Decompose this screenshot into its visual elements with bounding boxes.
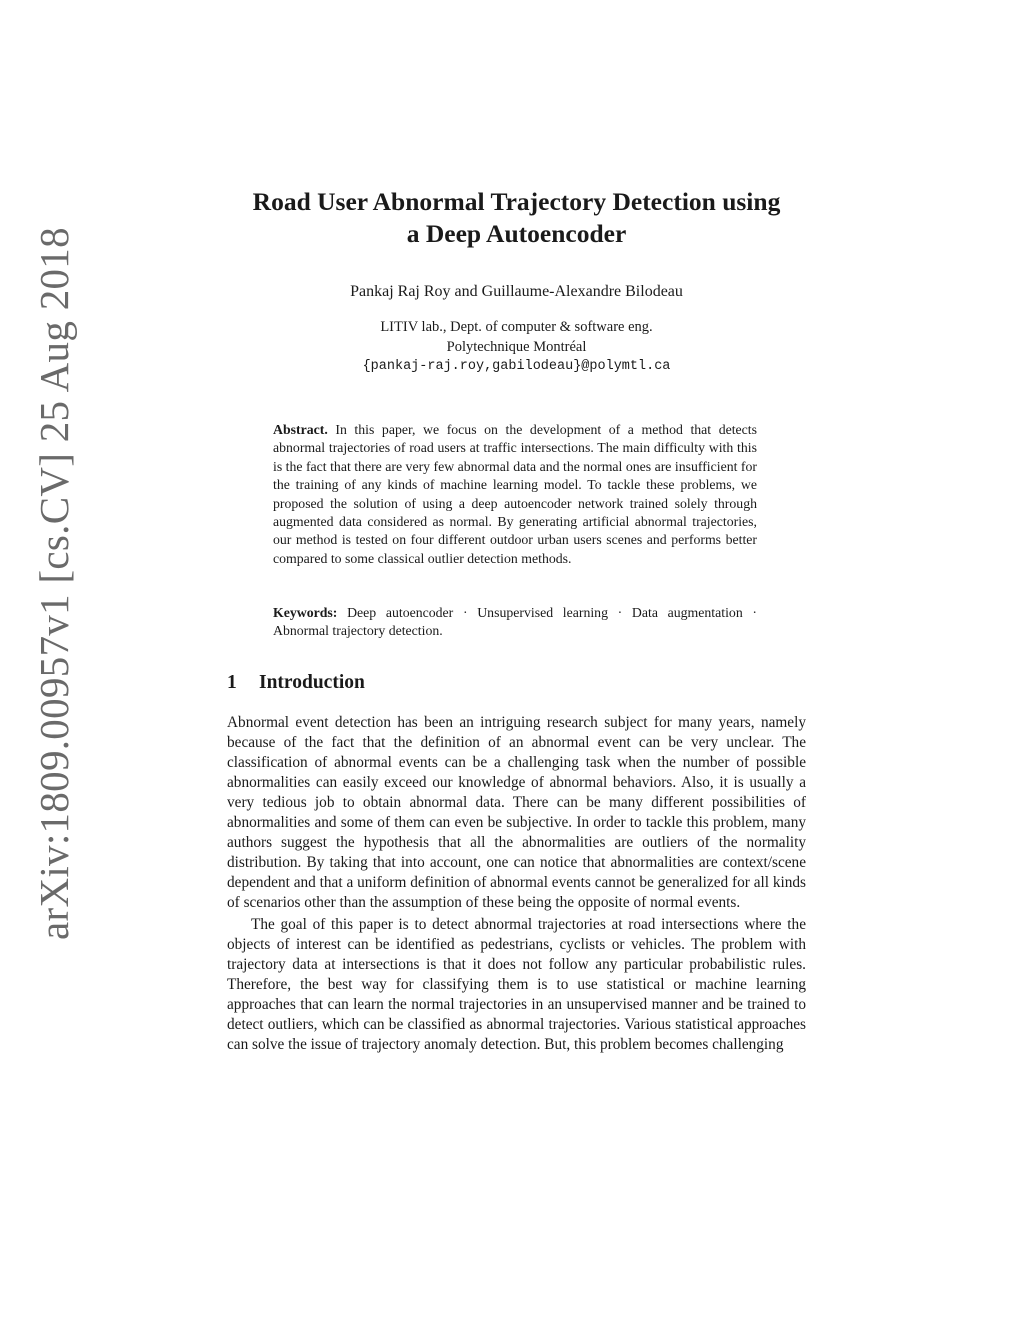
paper-title xyxy=(227,186,806,250)
affiliation-line-2: Polytechnique Montréal xyxy=(446,339,587,355)
authors: Pankaj Raj Roy and Guillaume-Alexandre Bilodeau xyxy=(350,283,683,300)
affiliation-line-1: LITIV lab., Dept. of computer & software eng. xyxy=(380,319,653,335)
section-body xyxy=(227,713,806,1055)
arxiv-side-stamp: arXiv:1809.00957v1 [cs.CV] 25 Aug 2018 xyxy=(31,227,77,940)
abstract xyxy=(273,421,757,568)
abstract-text: In this paper, we focus on the development of a method that detects abnormal trajectories of road users at traffic intersections. The main difficulty with this is the fact that there are very few abnormal data and the normal ones are insufficient for the training of any kinds of machine learning model. To tackle these problems, we proposed the solution of using a deep autoencoder network trained solely through augmented data considered as normal. By generating artificial abnormal trajectories, our method is tested on four different outdoor urban users scenes and performs better compared to some classical outlier detection methods. xyxy=(273,422,758,566)
section-heading xyxy=(227,672,365,694)
email: {pankaj-raj.roy,gabilodeau}@polymtl.ca xyxy=(362,359,671,374)
section-number: 1 xyxy=(227,672,237,693)
title-line-1: Road User Abnormal Trajectory Detection using xyxy=(252,187,781,216)
keywords xyxy=(273,604,757,641)
keywords-text: Deep autoencoder · Unsupervised learning · Data augmentation · Abnormal trajectory detection. xyxy=(273,605,757,639)
affiliation xyxy=(227,317,806,377)
title-line-2: a Deep Autoencoder xyxy=(406,219,627,248)
section-title: Introduction xyxy=(259,672,365,693)
abstract-label: Abstract. xyxy=(273,422,328,437)
paragraph-1: Abnormal event detection has been an intriguing research subject for many years, namely because of the fact that the definition of an abnormal event can be very unclear. The classification of abnormal events can be a challenging task when the number of possible abnormalities can easily exceed our knowledge of abnormal behaviors. Also, it is usually a very tedious job to obtain abnormal data. There can be many different possibilities of abnormalities and some of them can even be subjective. In order to tackle this problem, many authors suggest the hypothesis that all the abnormalities are outliers of the normality distribution. By taking that into account, one can notice that abnormalities are context/scene dependent and that a uniform definition of abnormal events cannot be generalized for all kinds of scenarios other than the assumption of these being the opposite of normal events. xyxy=(227,714,806,911)
paragraph-2: The goal of this paper is to detect abnormal trajectories at road intersections where the objects of interest can be identified as pedestrians, cyclists or vehicles. The problem with trajectory data at intersections is that it does not follow any particular probabilistic rules. Therefore, the best way for classifying them is to use statistical or machine learning approaches that can learn the normal trajectories in an unsupervised manner and be trained to detect outliers, which can be classified as abnormal trajectories. Various statistical approaches can solve the issue of trajectory anomaly detection. But, this problem becomes challenging xyxy=(227,916,806,1053)
keywords-label: Keywords: xyxy=(273,605,338,620)
